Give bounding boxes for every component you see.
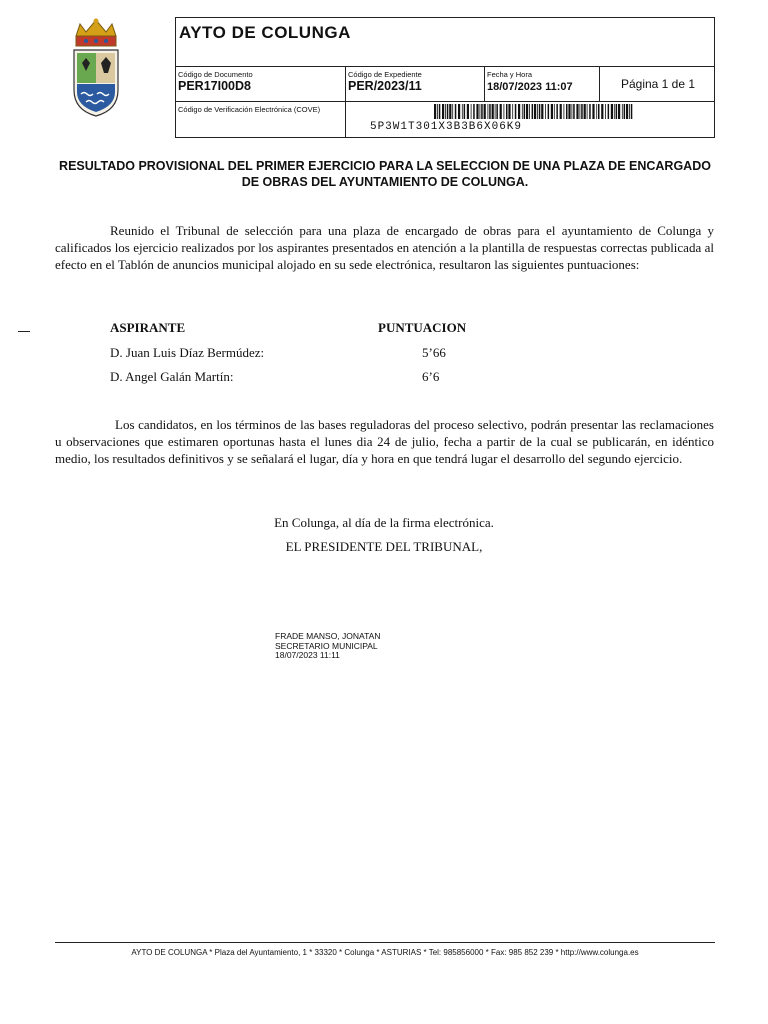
intro-paragraph: Reunido el Tribunal de selección para una plaza de encargado de obras para el ayuntamiento de Colunga y calificados los ejercicio realizados por los aspirantes presentados en atención a la plantilla de respuestas correctas publicada al efecto en el Tablón de anuncios municipal alojado en su sede electrónica, resultaron las siguientes puntuaciones: [55,223,714,272]
document-code-label: Código de Documento [178,70,253,79]
candidate-score: 6’6 [422,369,440,384]
header-codes-row [176,66,714,102]
document-header-table [175,17,715,138]
document-code-value: PER17I00D8 [178,79,251,93]
document-title: RESULTADO PROVISIONAL DEL PRIMER EJERCICIO PARA LA SELECCION DE UNA PLAZA DE ENCARGADO DE OBRAS DEL AYUNTAMIENTO DE COLUNGA. [59,159,711,189]
header-cove-row [176,101,714,137]
candidate-column-header: ASPIRANTE [110,320,186,335]
signature-datetime: 18/07/2023 11:11 [275,650,340,660]
municipal-crest-logo [66,18,126,118]
electronic-signature-block [275,632,380,661]
date-value: 18/07/2023 11:07 [487,81,573,93]
closing-place-line: En Colunga, al día de la firma electrónica. [274,515,494,530]
header-organization-row [176,18,714,67]
file-code-value: PER/2023/11 [348,79,422,93]
date-label: Fecha y Hora [487,70,533,79]
cove-code-value: 5P3W1T301X3B3B6X06K9 [369,121,523,133]
margin-mark [18,331,30,332]
page-number: Página 1 de 1 [620,76,696,91]
document-code-cell [176,66,346,101]
claims-paragraph: Los candidatos, en los términos de las bases reguladoras del proceso selectivo, podrán presentar las reclamaciones u observaciones que estimaren oportunas hasta el lunes dia 24 de julio, fecha a partir de la cual se publicarán, en idéntico medio, los resultados definitivos y se señalará el lugar, día y hora en que tendrá lugar el desarrollo del segundo ejercicio. [55,417,714,466]
signer-name: FRADE MANSO, JONATAN [275,631,381,641]
date-cell [485,66,600,101]
barcode-image [434,104,634,119]
signer-role: SECRETARIO MUNICIPAL [275,640,378,651]
footer-contact-line: AYTO DE COLUNGA * Plaza del Ayuntamiento, 1 * 33320 * Colunga * ASTURIAS * Tel: 985856000 * Fax: 985 852 239 * http://www.colunga.es [131,948,639,957]
file-code-cell [346,66,484,101]
footer-divider [55,942,715,943]
candidate-name: D. Juan Luis Díaz Bermúdez: [110,345,265,360]
candidate-name: D. Angel Galán Martín: [110,369,234,384]
file-code-label: Código de Expediente [348,70,422,79]
cove-label: Código de Verificación Electrónica (COVE) [178,105,321,114]
organization-name: AYTO DE COLUNGA [179,23,351,42]
score-column-header: PUNTUACION [378,320,467,335]
cove-label-cell [176,101,346,137]
closing-role-line: EL PRESIDENTE DEL TRIBUNAL, [285,539,483,554]
candidate-score: 5’66 [422,345,446,360]
